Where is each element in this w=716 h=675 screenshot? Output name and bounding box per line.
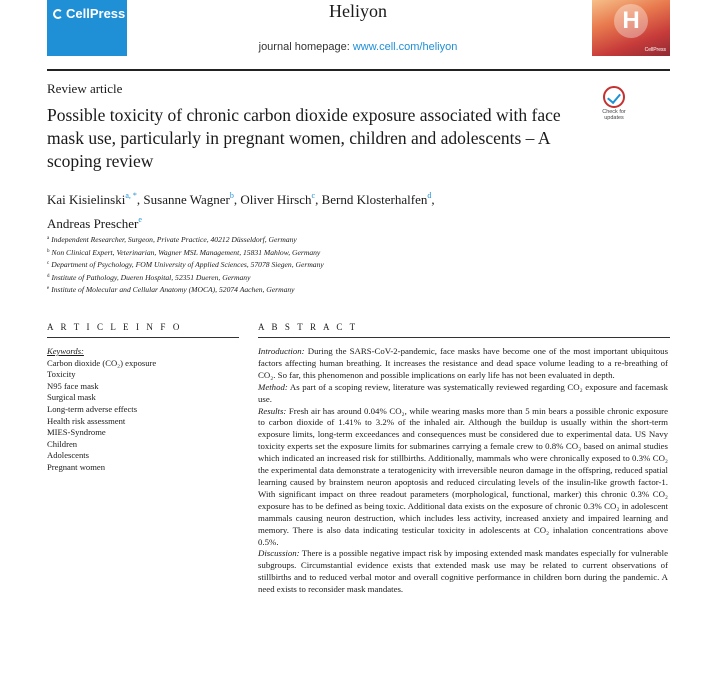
keyword-item: Children xyxy=(47,438,78,449)
affiliation-marker: e xyxy=(47,286,50,292)
affiliation-marker: b xyxy=(47,248,50,254)
keyword-item: Carbon dioxide (CO₂) exposure xyxy=(47,357,157,368)
author-affiliation-marker[interactable]: a, * xyxy=(125,191,137,200)
affiliation-text: Independent Researcher, Surgeon, Private Practice, 40212 Düsseldorf, Germany xyxy=(51,235,297,244)
keyword-item: Surgical mask xyxy=(47,392,96,403)
article-type: Review article xyxy=(47,81,123,96)
affiliation-marker: c xyxy=(47,261,50,267)
abstract-section-label: Results: xyxy=(258,405,287,416)
abstract-section xyxy=(258,382,668,406)
publisher-logo-label: CellPress xyxy=(66,6,126,21)
author-name[interactable]: Susanne Wagner xyxy=(143,192,230,207)
header-rule xyxy=(47,69,670,71)
keywords-label: Keywords: xyxy=(47,346,84,356)
abstract-heading: A B S T R A C T xyxy=(258,322,358,332)
affiliation-text: Institute of Molecular and Cellular Anatomy (MOCA), 52074 Aachen, Germany xyxy=(51,285,295,295)
check-for-updates-button[interactable] xyxy=(592,86,636,121)
abstract-section-label: Method: xyxy=(258,381,288,392)
author-affiliation-marker[interactable]: d xyxy=(427,191,432,200)
journal-cover-image[interactable] xyxy=(592,0,670,56)
keyword-item: Long-term adverse effects xyxy=(47,403,138,414)
article-info-heading: A R T I C L E I N F O xyxy=(47,322,182,332)
abstract-section-text: During the SARS-CoV-2-pandemic, face masks have become one of the most important ubiquitous factors affecting human breathing. It increases the resistance and dead space volume leading to a re-breathing of CO₂. So far, this phenomenon and possible implications on early life has not been evaluated in depth. xyxy=(258,346,668,380)
article-info-rule xyxy=(47,337,239,338)
abstract-rule xyxy=(258,337,670,338)
abstract-section xyxy=(258,406,668,549)
keywords-block xyxy=(47,346,237,474)
abstract-section-text: There is a possible negative impact risk by imposing extended mask mandates especially for vulnerable subgroups. Circumstantial evidence exists that extended mask use may be related to current observations of stillbirths and to reduced verbal motor and overall cognitive performance in children born during the pandemic. A need exists to reconsider mask mandates. xyxy=(258,548,668,595)
author-name[interactable]: Kai Kisielinski xyxy=(47,192,126,207)
author-affiliation-marker[interactable]: c xyxy=(311,191,316,200)
affiliation-item xyxy=(47,246,647,259)
homepage-label: journal homepage: xyxy=(258,41,353,53)
abstract-section xyxy=(258,548,668,596)
author-affiliation-marker[interactable]: e xyxy=(138,215,142,224)
affiliation-item xyxy=(47,233,647,246)
affiliation-text: Department of Psychology, FOM University of Applied Sciences, 57078 Siegen, Germany xyxy=(51,260,324,270)
check-updates-icon xyxy=(603,86,625,108)
affiliation-text: Institute of Pathology, Dueren Hospital, 52351 Dueren, Germany xyxy=(51,272,251,282)
abstract-section-text: As part of a scoping review, literature was systematically reviewed regarding CO₂ exposure and facemask use. xyxy=(258,381,668,404)
keyword-item: MIES-Syndrome xyxy=(47,427,106,438)
affiliation-marker: d xyxy=(47,273,50,279)
abstract-section-text: Fresh air has around 0.04% CO₂, while wearing masks more than 5 min bears a possible chronic exposure to carbon dioxide of 1.41% to 3.2% of the inhaled air. Although the buildup is usually within the short-term exposure limits, long-term exceedances and consequences must be considered due to experimental data. US Navy toxicity experts set the exposure limits for submarines carrying a female crew to 0.8% CO₂ based on animal studies which indicated an increased risk for stillbirths. Additionally, mammals who were chronically exposed to 0.3% CO₂ the experimental data demonstrate a teratogenicity with irreversible neuron damage in the offspring, reduced spatial learning caused by brainstem neuron apoptosis and reduced circulating levels of the insulin-like growth factor-1. With significant impact on three readout parameters (morphological, functional, marker) this chronic 0.3% CO₂ exposure has to be defined as being toxic. Additional data exists on the exposure of chronic 0.3% CO₂ in adolescent mammals causing neuron destruction, which includes less activity, increased anxiety and impaired learning and memory. There is also data indicating testicular toxicity in adolescents at CO₂ inhalation concentrations above 0.5%. xyxy=(258,405,668,547)
affiliation-marker: a xyxy=(47,236,50,241)
article-title: Possible toxicity of chronic carbon dioxide exposure associated with face mask use, particularly in pregnant women, children and adolescents – A scoping review xyxy=(47,105,561,171)
keyword-item: Pregnant women xyxy=(47,461,105,472)
cover-publisher: CellPress xyxy=(644,47,666,53)
affiliation-item xyxy=(47,258,647,271)
keyword-item: N95 face mask xyxy=(47,380,99,391)
author-name[interactable]: Bernd Klosterhalfen xyxy=(321,192,428,207)
affiliation-list xyxy=(47,233,647,296)
keyword-item: Health risk assessment xyxy=(47,415,126,426)
affiliation-item xyxy=(47,271,647,284)
check-updates-label: Check for updates xyxy=(602,109,626,121)
affiliation-text: Non Clinical Expert, Veterinarian, Wagner MSL Management, 15831 Mahlow, Germany xyxy=(51,247,321,257)
author-list: Kai Kisielinski$^{a, *}$, Susanne Wagner$^b$, Oliver Hirsch$^c$, Bernd Klosterhalfen$^d$, Andreas Prescher$^e$ xyxy=(47,191,435,231)
keywords-list xyxy=(47,358,237,474)
author-name[interactable]: Oliver Hirsch xyxy=(240,192,312,207)
abstract-section-label: Discussion: xyxy=(258,548,300,559)
cover-logo: H xyxy=(614,4,648,38)
author-affiliation-marker[interactable]: b xyxy=(229,191,234,200)
homepage-link[interactable]: www.cell.com/heliyon xyxy=(352,41,458,53)
abstract-body xyxy=(258,346,668,596)
abstract-section-label: Introduction: xyxy=(258,346,305,356)
author-name[interactable]: Andreas Prescher xyxy=(47,216,139,231)
abstract-section xyxy=(258,346,668,382)
keyword-item: Adolescents xyxy=(47,450,90,461)
keyword-item: Toxicity xyxy=(47,369,76,380)
affiliation-item xyxy=(47,283,647,296)
journal-name: Heliyon xyxy=(329,1,387,21)
